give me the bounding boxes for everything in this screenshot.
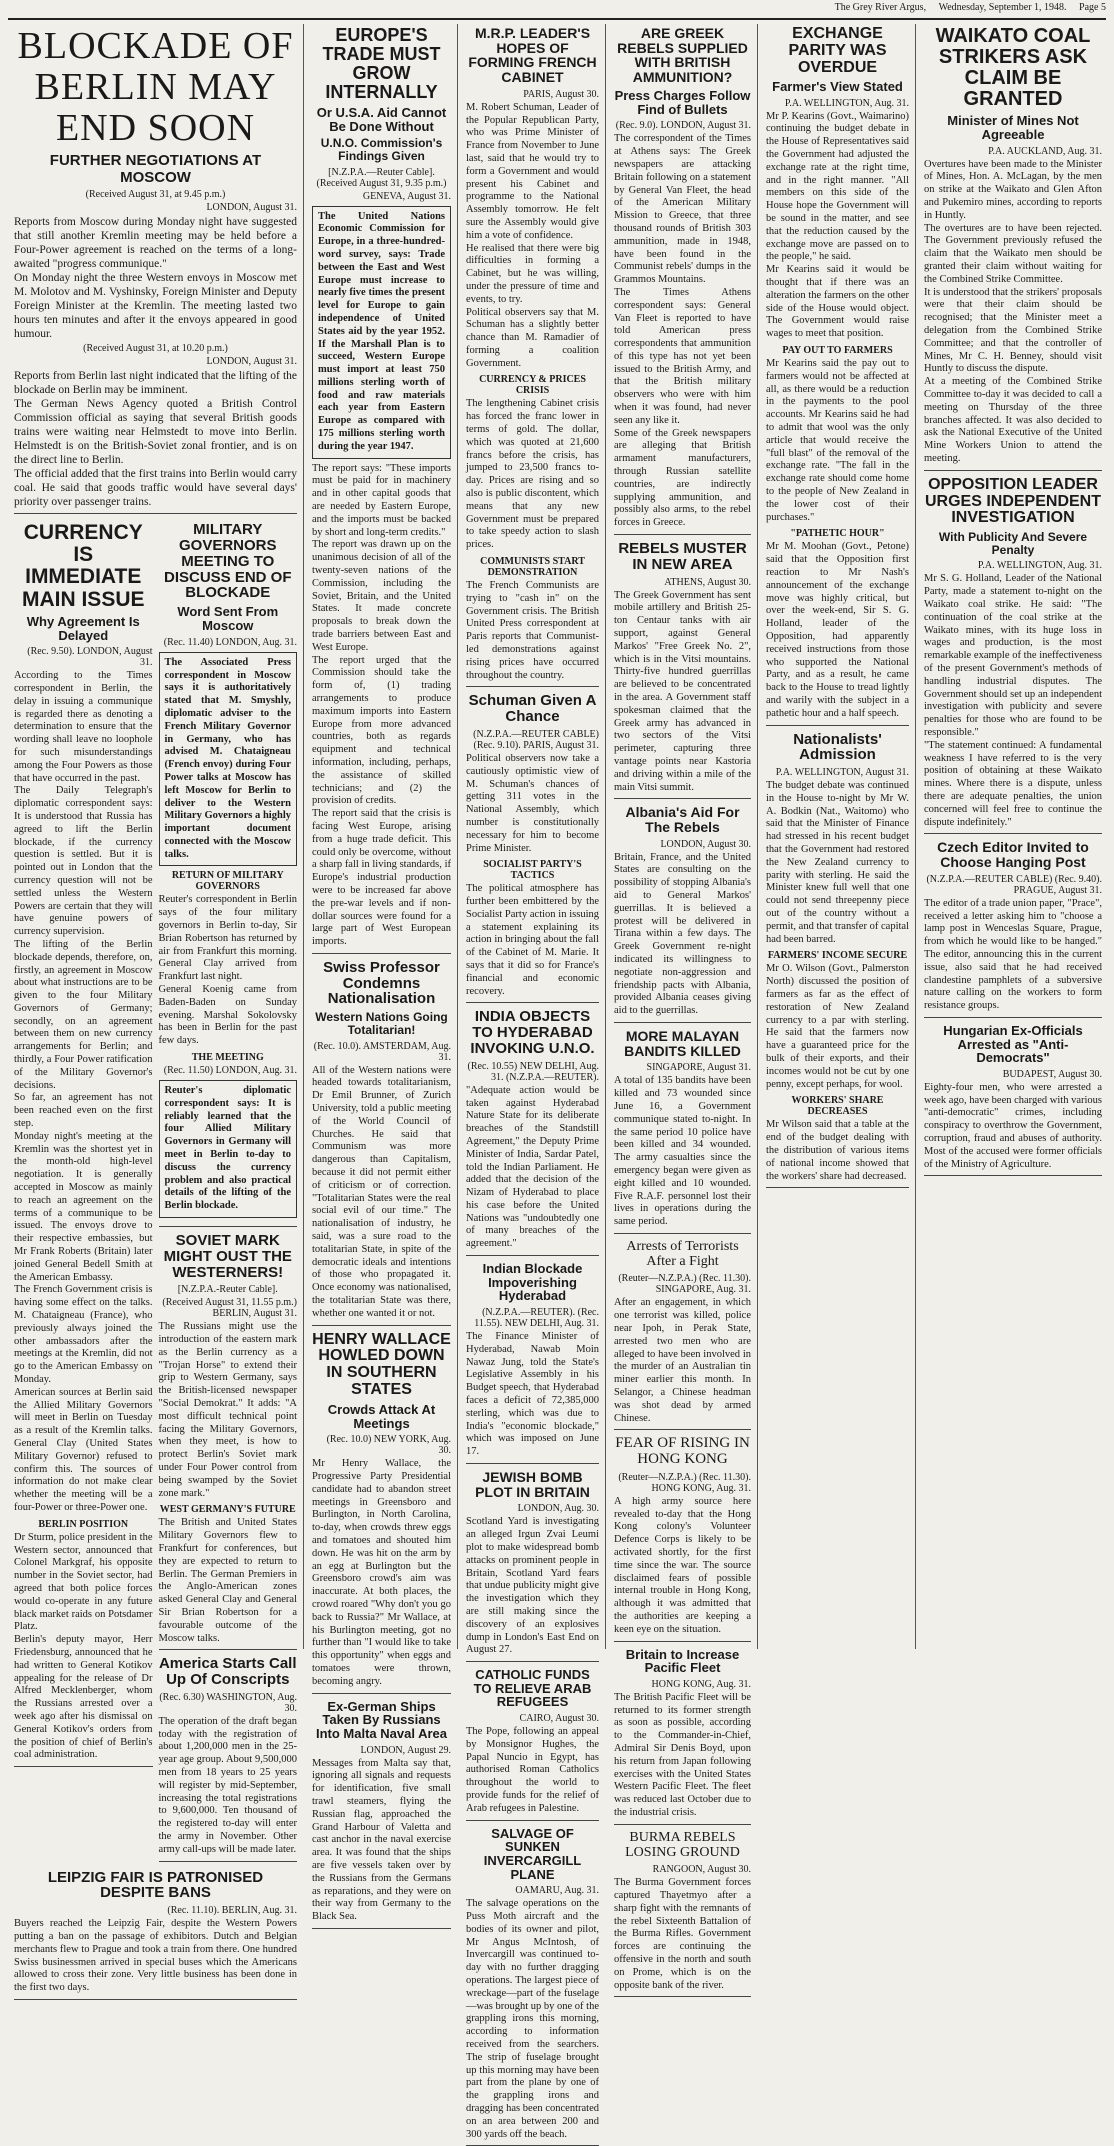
smallcap-workers-share: WORKERS' SHARE DECREASES [791,1095,884,1118]
article-hungarian [924,1024,1102,1177]
article-wallace [312,1332,451,1694]
smallcap-meeting: THE MEETING [191,1052,264,1064]
body-opposition-2: "The statement continued: A fundamental weakness I have referred to is the very position of obtaining at these Waikato mines. Where there is a dispute, unless there are adequate penalties, the union concerned will feel free to continue the dispute indefinitely." [924,739,1102,828]
subhead-exchange: Farmer's View Stated [772,79,903,95]
dateline-hongkong: (Reuter—N.Z.P.A.) (Rec. 11.30). HONG KONG, Aug. 31. [618,1471,751,1494]
headline-swiss: Swiss Professor Condemns Nationalisation [323,958,440,1008]
body-schuman-2: The political atmosphere has further been embittered by the Socialist Party action in issuing a statement explaining its action in bringing about the fall of the Cabinet of M. Marie. It says that it did so for France's financial and economic recovery. [466,883,599,997]
body-mrp-3: Political observers say that M. Schuman has a slightly better chance than M. Ramadier of forming a coalition Government. [466,306,599,369]
subhead-greek: Press Charges Follow Find of Bullets [614,87,751,118]
dateline-indian-blockade: (N.Z.P.A.—REUTER). (Rec. 11.55). NEW DELHI, Aug. 31. [474,1307,599,1329]
received-schuman: (N.Z.P.A.—REUTER CABLE) (Rec. 9.10). PARIS, August 31. [473,728,599,751]
dateline-arrests: (Reuter—N.Z.P.A.) (Rec. 11.30). SINGAPORE, Aug. 31. [618,1273,751,1296]
box-governors-2: Reuter's diplomatic correspondent says: It is reliably learned that the four Allied Military Governors in Germany will meet in Berlin to-day to discuss the currency problem and also practical details of the lifting of the Berlin blockade. [159,1080,298,1218]
body-waikato-3: It is understood that the strikers' proposals were that their claim should be recognised; that the Minister meet a delegation from the Combined Strike Committee; and that the controller of Mines, Mr C. H. Benney, should visit Huntly to discuss the dispute. [924,286,1102,375]
body-exchange-1: Mr P. Kearins (Govt., Waimarino) continuing the budget debate in the House of Representatives said the Government had adjusted the exchange rate at the right time, and in the right manner. "All members on this side of the House hope the Government will be sound in the matter, and see that the reduction caused by the exchange move are passed on to the people," he said. [766,110,909,263]
received-europe: [N.Z.P.A.—Reuter Cable]. (Received August 31, 9.35 p.m.) [316,166,447,189]
body-burma: The Burma Government forces captured Thayetmyo after a sharp fight with the remnants of the rebel Sixteenth Battalion of the Burma Rifles. Government forces are continuing the offensive in the north and south on Prome, which is on the opposite bank of the river. [614,1877,751,1991]
dateline-soviet: (Received August 31, 11.55 p.m.) BERLIN, August 31. [162,1297,297,1320]
article-nationalists [766,732,909,1189]
body-greek-3: Some of the Greek newspapers are alleging that British armament manufacturers, through Russian satellite countries, are indirectly supplying ammunition, and possibly also arms, to the rebel forces in Greece. [614,427,751,529]
body-salvage: The salvage operations on the Puss Moth aircraft and the bodies of its owner and pilot, Mr Angus McIntosh, of Invercargill was continued to-day with no further dragging operations. The largest piece of wreckage—part of the fuselage—was brought up by one of the grappling irons this morning, according to information received from the searchers. The strip of fuselage brought up this morning may have been part from the plane by one of the grappling irons and dragging has been concentrated on an area between 200 and 300 yards off the beach. [466,1898,599,2140]
body-exchange-2: Mr Kearins said it would be thought that if there was an alteration the farmers on the other side of the House would object. The Government would raise wages to meet that position. [766,264,909,340]
subhead-opposition: With Publicity And Severe Penalty [938,530,1088,558]
dateline-pacific-fleet: HONG KONG, Aug. 31. [651,1678,751,1690]
subhead-europe: Or U.S.A. Aid Cannot Be Done Without [316,104,447,134]
headline-exchange: EXCHANGE PARITY WAS OVERDUE [788,25,887,76]
column-1 [8,24,304,1994]
column-3 [460,24,606,2140]
body-currency-6: The French Government crisis is having some effect on the talks. M. Chataigneau (France), who previously always joined the other ambassadors after the meetings at the Kremlin, did not go to the American Embassy on Monday. [14,1284,153,1385]
article-exgerman [312,1700,451,1929]
dateline-leipzig: (Rec. 11.10). BERLIN, Aug. 31. [167,1905,297,1917]
headline-catholic: CATHOLIC FUNDS TO RELIEVE ARAB REFUGEES [473,1667,592,1710]
headline-arrests: Arrests of Terrorists After a Fight [626,1238,739,1269]
article-swiss [312,960,451,1326]
col1-right [159,520,298,1867]
headline-malayan: MORE MALAYAN BANDITS KILLED [624,1028,741,1059]
headline-salvage: SALVAGE OF SUNKEN INVERCARGILL PLANE [483,1825,582,1882]
article-catholic [466,1668,599,1821]
body-malayan: A total of 135 bandits have been killed and 73 wounded since June 16, a Government communique stated to-night. In the same period 10 police have been killed and 34 wounded. The army casualties since the emergency began were given as eight killed and 10 wounded. Five R.A.F. personnel lost their lives in operations during the same period. [614,1075,751,1228]
body-currency-1: According to the Times correspondent in Berlin, the delay in issuing a communique is regarded there as denoting a determination to ensure that the wording shall leave no loophole for such misunderstandings among the Four Powers as those that have occurred in the past. [14,670,153,784]
box-europe: The United Nations Economic Commission for Europe, in a three-hundred-word survey, says: Trade between the East and West Europe must increase to nearly five times the present level for Europe to gain independence of United States aid by the year 1952. If the Marshall Plan is to succeed, Western Europe must import at least 750 millions sterling worth of food and raw materials each year from Eastern Europe as compared with 175 millions sterling worth during the year 1947. [312,206,451,459]
headline-greek: ARE GREEK REBELS SUPPLIED WITH BRITISH AMMUNITION? [617,25,748,86]
article-blockade [14,26,297,514]
body-swiss: All of the Western nations were headed towards totalitarianism, Dr Emil Brunner, of Zurich University, told a public meeting of the World Council of Churches. He said that Communism was more dangerous than Capitalism, because it did not permit either of criticism or of correction. "Totalitarian States were the real social evil of our time." The nationalisation of industry, he said, was a sure road to the totalitarian State, in spite of the democratic ideals and intentions of those who propagated it. Once economy was nationalised, the totalitarian State was there, whether one wanted it or not. [312,1064,451,1319]
dateline-albania: LONDON, August 30. [660,838,751,850]
article-waikato [924,26,1102,471]
article-malayan [614,1029,751,1234]
column-4 [608,24,758,1991]
article-mrp [466,26,599,687]
body-czech: The editor of a trade union paper, "Prace", received a letter asking him to "choose a lamp post in Wenceslas Square, Prague, from which he would like to be hanged." The editor, announcing this in the current issue, also said that he had received clandestine pamphlets of a subversive nature calling on the workers to form resistance groups. [924,897,1102,1012]
smallcap-return: RETURN OF MILITARY GOVERNORS [171,870,284,893]
body-currency-8: Dr Sturm, police president in the Western sector, announced that Colonel Markgraf, his opposite number in the Soviet sector, had agreed that both police forces would co-operate in any future black market raids on Potsdamer Platz. [14,1531,153,1633]
dateline-america: (Rec. 6.30) WASHINGTON, Aug. 30. [159,1691,297,1714]
body-europe-4: The report said that the crisis is facing West Europe, arising from a huge trade deficit. This could only be overcome, without a sharp fall in living standards, if Europe's industrial production were to be increased far above the pre-war levels and if non-dollar sources were found for a large part of West European imports. [312,808,451,948]
body-currency-5: Monday night's meeting at the Kremlin was the shortest yet in the month-old high-level negotiation. It is generally accepted in Moscow as mainly to reach an agreement on the terms of a communique to be issued. The envoys drove to their respective embassies, but Mr Frank Roberts (Britain) later joined General Bedell Smith at the American Embassy. [14,1130,153,1283]
headline-exgerman: Ex-German Ships Taken By Russians Into Malta Naval Area [315,1698,447,1741]
body-india: "Adequate action would be taken against Hyderabad Nature State for its deliberate breaches of the Standstill Agreement," the Deputy Prime Minister of India, Sardar Patel, told the Indian Parliament. He added that the decision of the Nizam of Hyderabad to place his case before the United Nations was "undoubtedly one of many breaches of the agreement." [466,1084,599,1250]
headline-mrp: M.R.P. LEADER'S HOPES OF FORMING FRENCH CABINET [468,25,597,86]
body-blockade-1: Reports from Moscow during Monday night have suggested that still another Kremlin meeting may be held before a Four-Power agreement is reached on the terms of a long-awaited "progress communique." [14,216,297,271]
dateline-hungarian: BUDAPEST, August 30. [1002,1068,1102,1080]
dateline-waikato: P.A. AUCKLAND, Aug. 31. [988,145,1102,157]
article-soviet [159,1233,298,1650]
dateline-exgerman: LONDON, August 29. [360,1744,451,1756]
body-blockade-3: Reports from Berlin last night indicated that the lifting of the blockade on Berlin may be imminent. [14,370,297,397]
headline-india: INDIA OBJECTS TO HYDERABAD INVOKING U.N.O. [470,1008,595,1057]
masthead [8,2,1106,20]
body-nationalists-2: Mr O. Wilson (Govt., Palmerston North) discussed the position of farmers as far as the effect of restoration of New Zealand currency to a par with sterling. He said that the farmers now have a guaranteed price for the bulk of their exports, and their incomes would not be cut by one penny, except perhaps, for wool. [766,963,909,1090]
headline-wallace: HENRY WALLACE HOWLED DOWN IN SOUTHERN STATES [312,1330,451,1398]
body-nationalists-3: Mr Wilson said that a table at the end of the budget dealing with the distribution of various items of national income showed that the workers' share had decreased. [766,1119,909,1182]
article-currency [14,522,153,1767]
body-mrp-4: The lengthening Cabinet crisis has forced the franc lower in terms of gold. The dollar, which was quoted at 21,600 francs before the crisis, has jumped to 23,500 francs to-day. Prices are rising and so also is public discontent, which means that any new Government must be prepared to take speedy action to slash prices. [466,398,599,551]
dateline-greek: (Rec. 9.0). LONDON, August 31. [615,120,751,132]
body-america: The operation of the draft began today with the registration of about 1,200,000 men in the 25-year age group. About 9,500,000 men from 18 years to 25 years will register by mid-September, increasing the total registrations to 9,600,000. Ten thousand of the registered to-day will enter the army in November. Other army call-ups will be made later. [158,1715,297,1855]
headline-burma: BURMA REBELS LOSING GROUND [625,1829,740,1860]
headline-rebels: REBELS MUSTER IN NEW AREA [618,540,747,573]
smallcap-farmers-income: FARMERS' INCOME SECURE [767,950,908,962]
article-jewish [466,1470,599,1662]
headline-schuman: Schuman Given A Chance [468,692,597,726]
headline-leipzig: LEIPZIG FAIR IS PATRONISED DESPITE BANS [47,1868,264,1902]
masthead-page: Page 5 [1079,2,1106,13]
subhead-governors: Word Sent From Moscow [177,604,279,634]
dateline-rebels: ATHENS, August 30. [664,576,751,588]
body-governors-1: Reuter's correspondent in Berlin says of the four military governors in Berlin to-day, Sir Brian Robertson has returned by air from Frankfurt this morning. General Clay arrived from Frankfurt last night. [158,894,297,983]
subhead-europe-2: U.N.O. Commission's Findings Given [320,136,443,164]
headline-europe: EUROPE'S TRADE MUST GROW INTERNALLY [322,25,441,102]
col1-split [14,520,297,1867]
body-currency-9: Berlin's deputy mayor, Herr Friedensburg, announced that he had written to General Kotikov appealing for the release of Dr Alfred Mecklenberger, whom the Russians arrested over a week ago after his dismissal on General Kotikov's orders from the position of chief of Berlin's coal administration. [14,1634,153,1761]
column-2 [306,24,458,1923]
body-mrp-5: The French Communists are trying to "cash in" on the Government crisis. The British United Press correspondent at Paris reports that Communist-led demonstrations against rising prices have occurred throughout the country. [466,580,599,681]
article-leipzig [14,1870,297,2000]
body-blockade-2: On Monday night the three Western envoys in Moscow met M. Molotov and M. Vyshinsky, Foreign Minister and Deputy Foreign Minister at the Kremlin. The meeting lasted two hours ten minutes and after it the envoys appeared in good humour. [14,272,297,341]
body-jewish: Scotland Yard is investigating an alleged Irgun Zvai Leumi plot to make widespread bomb attacks on prominent people in Britain, Scotland Yard fears that undue publicity might give the investigation which they are still making since the discovery of an explosives dump in London's East End on August 27. [466,1516,599,1656]
body-europe-3: The report urged that the Commission should take the form of, (1) trading arrangements to produce maximum imports into Eastern Europe from more advanced countries, both as regards equipment and technical information, including, perhaps, the assistance of skilled technicians; and (2) the provision of credits. [312,654,451,807]
body-waikato-1: Overtures have been made to the Minister of Mines, Hon. A. McLagan, by the men on strike at the Waikato and Glen Afton and Pukemiro mines, according to reports in Huntly. [924,158,1102,221]
headline-jewish: JEWISH BOMB PLOT IN BRITAIN [475,1468,590,1500]
body-schuman: Political observers now take a cautiously optimistic view of M. Schuman's chances of getting 311 votes in the National Assembly, which number is constitutionally necessary for him to become Prime Minister. [466,752,599,854]
body-greek-1: The correspondent of the Times at Athens says: The Greek newspapers are attacking Britain following on a statement by General Van Fleet, the head of the American Military Mission to Greece, that three thousand rounds of British 303 ammunition, made in 1948, have been found in the Communist rebels' dumps in the Grammos Mountains. [614,133,751,286]
article-rebels [614,541,751,799]
headline-currency: CURRENCY IS IMMEDIATE MAIN ISSUE [21,521,145,611]
dateline-malayan: SINGAPORE, August 31. [646,1062,751,1074]
dateline-governors: (Rec. 11.40) LONDON, Aug. 31. [163,636,297,648]
dateline-jewish: LONDON, Aug. 30. [517,1503,599,1515]
body-currency-4: So far, an agreement has not been reached even on the first step. [14,1092,153,1130]
article-burma [614,1831,751,1998]
body-governors-2: General Koenig came from Baden-Baden on Sunday evening. Marshal Sokolovsky has been in Berlin for the past few days. [158,984,297,1047]
received-soviet: [N.Z.P.A.-Reuter Cable]. [177,1284,278,1296]
dateline-mrp: PARIS, August 30. [523,88,599,100]
headline-hungarian: Hungarian Ex-Officials Arrested as "Anti-Democrats" [943,1022,1083,1066]
dateline-swiss: (Rec. 10.0). AMSTERDAM, Aug. 31. [313,1040,451,1063]
body-catholic: The Pope, following an appeal by Monsignor Hughes, the Papal Nuncio in Egypt, has authorised Roman Catholics throughout the world to provide funds for the relief of Arab refugees in Palestine. [466,1726,599,1814]
article-europe [312,26,451,954]
body-rebels: The Greek Government has sent mobile artillery and British 25-ton Centaur tanks with air support, against General Markos' "Free Greek No. 2", which is in the Vitsi mountains. Thirty-five hundred guerrillas are believed to be concentrated in the area. A Government staff spokesman claimed that the Greek army has advanced in two sectors of the Vitsi perimeter, capturing three vantage points near Kastoria and driving within a mile of the main Vitsi summit. [614,589,751,793]
headline-soviet: SOVIET MARK MIGHT OUST THE WESTERNERS! [163,1232,292,1281]
body-mrp-2: He realised that there were big difficulties in forming a Cabinet, but he was willing, under the pressure of time and events, to try. [466,242,599,305]
body-waikato-4: At a meeting of the Combined Strike Committee to-day it was decided to call a meeting on Thursday of the three branches affected. It was also decided to ask the National Executive of the United Mine Workers Union to attend the meeting. [924,376,1102,464]
dateline-currency: (Rec. 9.50). LONDON, August 31. [27,646,153,669]
dateline-blockade-2: LONDON, August 31. [206,356,297,368]
body-indian-blockade: The Finance Minister of Hyderabad, Nawab Moin Nawaz Jung, told the State's Legislative Assembly in his Budget speech, that Hyderabad faces a deficit of 72,385,000 sterling, which was due to India's "economic blockade," which was imposed on June 17. [466,1331,599,1458]
subhead-currency: Why Agreement Is Delayed [26,613,140,643]
body-blockade-4: The German News Agency quoted a British Control Commission official as saying that several British goods trains were waiting near Helmstedt to move into Berlin. Helmstedt is on the British-Soviet zonal frontier, and is on the direct line to Berlin. [14,398,297,467]
body-soviet-2: The British and United States Military Governors flew to Frankfurt for conferences, but they are expected to return to Berlin. The German Premiers in the Anglo-American zones asked General Clay and General Sir Brian Robertson for a favourable outcome of the Moscow talks. [158,1517,297,1644]
dateline-europe: GENEVA, August 31. [362,190,451,202]
body-wallace: Mr Henry Wallace, the Progressive Party Presidential candidate had to abandon street meetings in Greensboro and Burlington, in North Carolina, to-day, when crowds threw eggs and tomatoes and shouted him down. He was hit on the arm by an egg at Burlington but the Greensboro crowd's aim was inaccurate. At both places, the crowd roared "Why don't you go back to Russia?" Mr Wallace, at his Burlington meeting, got no further than "I would like to take this opportunity" when eggs and tomatoes were thrown, becoming angry. [312,1458,451,1687]
dateline-blockade: LONDON, August 31. [206,202,297,214]
body-opposition: Mr S. G. Holland, Leader of the National Party, made a statement to-night on the Waikato coal strike. He said: "The continuation of the coal strike at the Waikato mines, with its huge loss in wages and production, is the most remarkable example of the ineffectiveness of the present Government's methods of handling industrial disputes. The Government should set up an independent investigation with publicity and severe penalties for those who are found to be responsible." [924,573,1102,739]
subhead-blockade: FURTHER NEGOTIATIONS AT MOSCOW [49,152,262,186]
subhead-waikato: Minister of Mines Not Agreeable [947,113,1079,143]
smallcap-pathetic: "PATHETIC HOUR" [790,528,885,540]
headline-governors: MILITARY GOVERNORS MEETING TO DISCUSS END OF BLOCKADE [163,521,292,602]
smallcap-berlin-position: BERLIN POSITION [38,1518,129,1530]
received-blockade: (Received August 31, at 9.45 p.m.) [85,189,226,201]
dateline-exchange: P.A. WELLINGTON, Aug. 31. [784,97,909,109]
body-hungarian: Eighty-four men, who were arrested a week ago, have been charged with various "anti-democratic" crimes, including conspiracy to overthrow the Government, corruption, fraud and abuses of authority. Most of the accused were former officials of the Ministry of Agriculture. [924,1081,1102,1170]
body-europe-2: The report was drawn up on the unanimous decision of all of the twenty-seven nations of the Commission, including the Soviet, Britain, and the United States. It made concrete proposals to break down the trade barriers between East and West Europe. [312,539,451,653]
subhead-swiss: Western Nations Going Totalitarian! [315,1010,448,1038]
dateline-governors-2: (Rec. 11.50) LONDON, Aug. 31. [163,1065,297,1077]
dateline-burma: RANGOON, August 30. [652,1864,751,1876]
headline-nationalists: Nationalists' Admission [793,730,882,764]
headline-blockade: BLOCKADE OF BERLIN MAY END SOON [17,25,294,150]
received-czech: (N.Z.P.A.—REUTER CABLE) (Rec. 9.40). PRAGUE, August 31. [926,873,1102,896]
body-currency-7: American sources at Berlin said the Allied Military Governors will meet in Berlin on Tuesday as a result of the Kremlin talks. General Clay (United States Military Governor) refused to confirm this. The sources of information do not make clear whether the meeting will be a four-Power or three-Power one. [14,1386,153,1513]
dateline-opposition: P.A. WELLINGTON, Aug. 31. [977,560,1102,572]
dateline-wallace: (Rec. 10.0) NEW YORK, Aug. 30. [326,1434,451,1457]
headline-indian-blockade: Indian Blockade Impoverishing Hyderabad [482,1261,583,1304]
smallcap-west-germany: WEST GERMANY'S FUTURE [159,1504,296,1516]
headline-albania: Albania's Aid For The Rebels [625,804,740,835]
body-leipzig: Buyers reached the Leipzig Fair, despite the Western Powers putting a ban on the passage of exhibitors. Dutch and Belgian merchants flew to Prague and took a train from there. One hundred Swiss businessmen arrived in special buses which the Americans allowed to cross their zone. Very little business has been done in the first two days. [14,1918,297,1994]
dateline-india: (Rec. 10.55) NEW DELHI, Aug. 31. (N.Z.P.A.—REUTER). [467,1060,599,1083]
box-governors: The Associated Press correspondent in Moscow says it is authoritatively stated that M. Smyshly, diplomatic adviser to the French Military Governor in Germany, who has advised M. Chataigneau (French envoy) during Four Power talks at Moscow has left Moscow for Berlin to deliver to the Western Military Governors a highly important document connected with the Moscow talks. [159,652,298,867]
body-hongkong: A high army source here revealed to-day that the Hong Kong colony's Volunteer Defence Corps is likely to be activated shortly, for the first time since the war. The source disclaimed fears of possible internal trouble in Hong Kong, although it was admitted that the authorities are keeping a keen eye on the situation. [614,1495,751,1635]
column-5 [760,24,916,1649]
headline-opposition: OPPOSITION LEADER URGES INDEPENDENT INVESTIGATION [924,475,1102,527]
body-exgerman: Messages from Malta say that, ignoring all signals and requests for identification, five small trawl steamers, flying the Russian flag, approached the Grand Harbour of Valetta and cast anchor in the naval exercise area. It was found that the ships are five vessels taken over by the Russians from the Germans as reparations, and they were on their way from Germany to the Black Sea. [312,1757,451,1923]
headline-america: America Starts Call Up Of Conscripts [158,1655,297,1689]
smallcap-communists: COMMUNISTS START DEMONSTRATION [480,556,585,579]
body-nationalists: The budget debate was continued in the House to-night by Mr W. A. Bodkin (Nat., Waitomo) who said that the Minister of Finance had stressed in his recent budget that the Government had restored the New Zealand currency to parity with sterling. He said the Minister knew full well that one could not send threepenny piece out of the country without a permit, and that transfer of capital had been barred. [766,780,909,945]
body-waikato-2: The overtures are to have been rejected. The Government previously refused the claim that the Waikato men should be granted their claim without waiting for the Combined Strike Committee. [924,222,1102,285]
body-europe-1: The report says: "These imports must be paid for in machinery and in other capital goods that are needed by Eastern Europe, and the imports must be backed by short and long-term credits." [312,462,451,538]
body-arrests: After an engagement, in which one terrorist was killed, police near Ipoh, in Perak State, arrested two men who are alleged to have been involved in the murder of an Australian tin miner earlier this month. In Selangor, a Chinese headman was shot dead by armed Chinese. [614,1297,751,1424]
body-soviet: The Russians might use the introduction of the eastern mark as the Berlin currency as a "Trojan Horse" to extend their grip to Western Germany, says the British-licensed newspaper "Social Demokrat." It adds: "A most difficult technical point facing the Military Governors, when they meet, is how to protect Berlin's Soviet mark under Four Power control from being swamped by the Soviet zone mark." [158,1321,297,1499]
body-pacific-fleet: The British Pacific Fleet will be returned to its former strength as soon as possible, according to the Commander-in-Chief, Admiral Sir Denis Boyd, upon his return from Japan following exercises with the United States Western Pacific Fleet. The fleet was reduced last October due to the industrial crisis. [614,1691,751,1819]
article-albania [614,805,751,1023]
article-india [466,1009,599,1256]
article-pacific-fleet [614,1648,751,1825]
dateline-salvage: OAMARU, Aug. 31. [515,1885,599,1897]
article-exchange [766,26,909,726]
received-blockade-2: (Received August 31, at 10.20 p.m.) [83,343,228,355]
dateline-nationalists: P.A. WELLINGTON, August 31. [775,767,909,779]
subhead-wallace: Crowds Attack At Meetings [327,1401,436,1431]
article-opposition [924,477,1102,835]
article-arrests [614,1240,751,1430]
body-currency-3: The lifting of the Berlin blockade depends, therefore, on, firstly, an agreement in Moscow about what instructions are to be given to the four Military Governors of Germany; secondly, on an agreement between them on new currency arrangements for Berlin; and thirdly, a Four Power ratification of the Military Governor's decisions. [14,938,153,1091]
body-mrp-1: M. Robert Schuman, Leader of the Popular Republican Party, who was Prime Minister of France from November to June last, said that he would try to form a Government and would present his Cabinet and programme to the National Assembly tomorrow. He felt sure the Assembly would give him a vote of confidence. [466,101,599,241]
article-america [159,1656,298,1861]
body-exchange-4: Mr M. Moohan (Govt., Petone) said that the Opposition first reaction to Mr Nash's announcement of the exchange move was highly critical, but over the week-end, Sir S. G. Holland, leader of the Opposition, had apparently received instructions from those who supported the National Party, and as a result, he came back to the House to tread lightly and warily with the subject in a pathetic hour and a half speech. [766,541,909,719]
article-indian-blockade [466,1262,599,1464]
headline-waikato: WAIKATO COAL STRIKERS ASK CLAIM BE GRANTED [935,25,1091,110]
body-greek-2: The Times Athens correspondent says: General Van Fleet is reported to have told American press correspondents that ammunition of this type has not yet been issued to the British Army, and that the British military observers who were with him when it was found, had never seen any like it. [614,286,751,426]
article-governors [159,522,298,1227]
body-currency-2: The Daily Telegraph's diplomatic correspondent says: It is understood that Russia has agreed to lift the Berlin blockade, if the currency question is settled. But it is pointed out in London that the currency question will not be settled unless the Western Powers are certain that they will have genuine powers of currency supervision. [14,785,153,938]
body-albania: Britain, France, and the United States are consulting on the possibility of stopping Albania's aid to General Markos' guerrillas. It is believed a protest will be delivered in Tirana within a few days. The Greek Government re-night indicated its willingness to negotiate non-aggression and friendship pacts with Albania, provided Albania ceases giving aid to the guerrillas. [614,851,751,1017]
smallcap-currency-prices: CURRENCY & PRICES CRISIS [479,374,586,397]
body-blockade-5: The official added that the first trains into Berlin would carry coal. He said that goods traffic would have several days' priority over passenger trains. [14,468,297,509]
smallcap-socialist: SOCIALIST PARTY'S TACTICS [483,859,582,882]
masthead-date: Wednesday, September 1, 1948. [938,2,1067,13]
masthead-paper: The Grey River Argus, [834,2,927,13]
article-salvage [466,1827,599,2146]
headline-pacific-fleet: Britain to Increase Pacific Fleet [625,1646,740,1676]
article-schuman [466,693,599,1003]
article-czech [924,840,1102,1018]
smallcap-pay-out: PAY OUT TO FARMERS [782,345,893,357]
article-greek [614,26,751,535]
column-6 [918,24,1108,1649]
dateline-catholic: CAIRO, August 30. [519,1713,599,1725]
headline-hongkong: FEAR OF RISING IN HONG KONG [615,1435,750,1468]
article-hongkong [614,1436,751,1641]
headline-czech: Czech Editor Invited to Choose Hanging Post [937,839,1089,871]
body-exchange-3: Mr Kearins said the pay out to farmers would not be affected at all, as there would be a reduction in the payments to the pool accounts. Mr Kearins said he had to admit that wool was the only article that would receive the "full blast" of the removal of the exchange rate. "The fall in the exchange rate should come home to the people of New Zealand in the lower cost of their purchases." [766,358,909,523]
col1-left [14,520,153,1867]
